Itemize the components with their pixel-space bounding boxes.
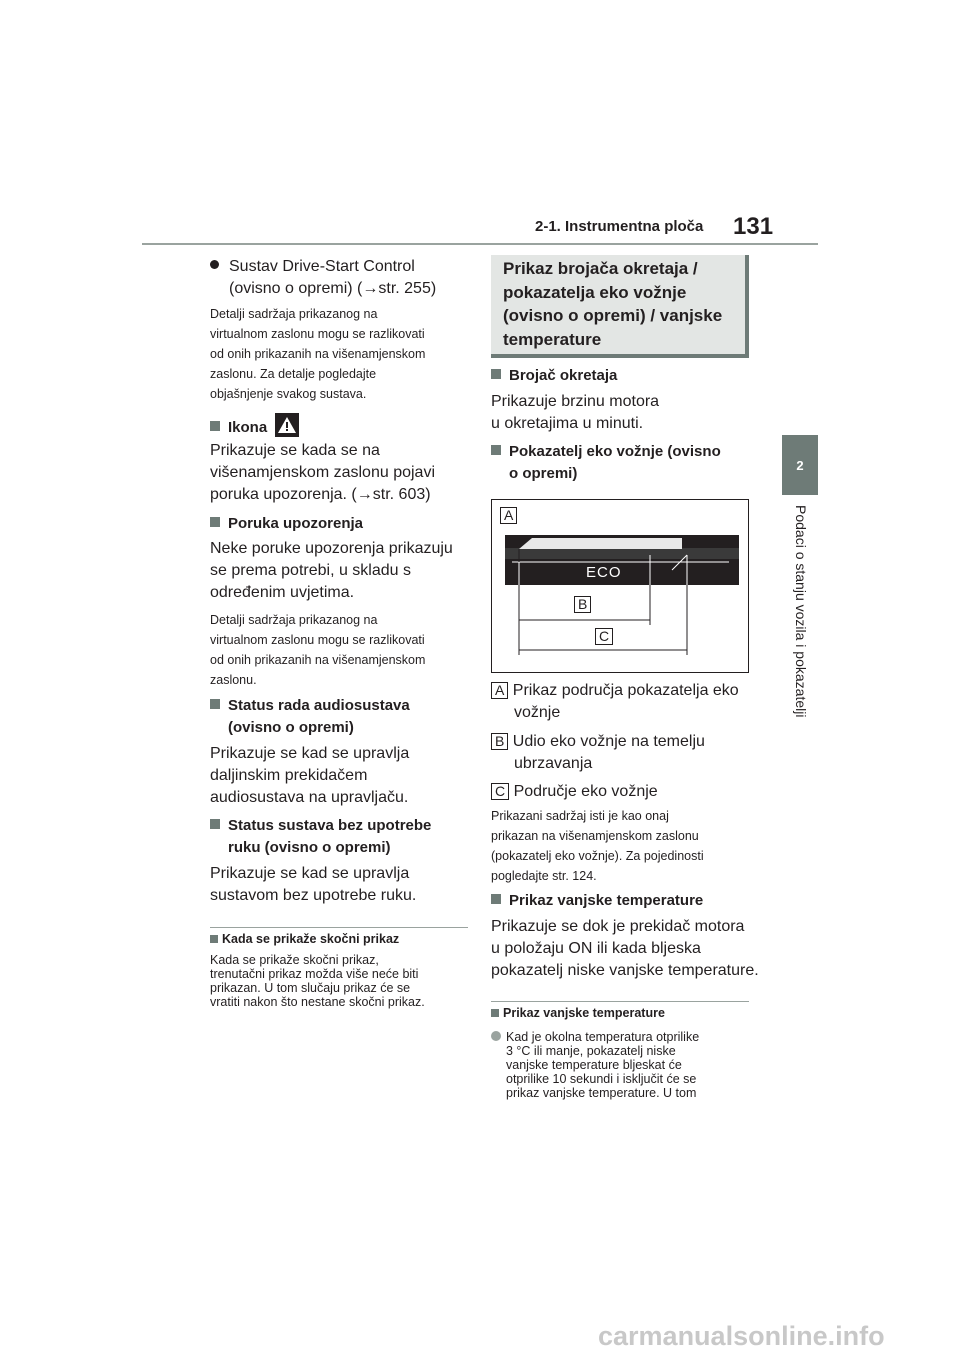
note-line: (pokazatelj eko vožnje). Za pojedinosti: [491, 849, 704, 863]
warning-icon: [275, 413, 299, 437]
note-line: virtualnom zaslonu mogu se razlikovati: [210, 633, 425, 647]
note-line: vratiti nakon što nestane skočni prikaz.: [210, 995, 425, 1009]
body-line: Prikazuje se kad se upravlja: [210, 745, 410, 762]
legend-key: A: [491, 682, 508, 699]
poruka-body: [210, 538, 453, 604]
square-marker-icon: [491, 1009, 499, 1017]
tacho-body: [491, 391, 659, 435]
eco-figure: [491, 499, 749, 673]
legend-key: C: [491, 783, 509, 800]
note-line: trenutačni prikaz možda više neće biti: [210, 967, 419, 981]
note-line: Kad je okolna temperatura otprilike: [506, 1030, 700, 1044]
audio-title: Status rada audiosustava: [228, 697, 410, 714]
square-marker-icon: [491, 369, 501, 379]
tacho-title: Brojač okretaja: [509, 367, 618, 384]
eco-title-2: o opremi): [509, 465, 578, 482]
body-line: se prema potrebi, u skladu s: [210, 562, 411, 579]
section-heading-box: [491, 255, 749, 358]
heading-line: Prikaz brojača okretaja /: [503, 259, 698, 278]
square-marker-icon: [210, 935, 218, 943]
note-line: prikazan. U tom slučaju prikaz će se: [210, 981, 411, 995]
note-line: prikazan na višenamjenskom zaslonu: [491, 829, 699, 843]
note-eco-display: [491, 806, 704, 886]
ikona-title: Ikona: [228, 419, 268, 436]
eco-gauge-fill: [519, 538, 682, 549]
temp-note-heading: [491, 1006, 665, 1020]
figure-label-a: A: [500, 507, 517, 525]
note-line: Kada se prikaže skočni prikaz,: [210, 953, 379, 967]
note-line: zaslonu.: [210, 673, 257, 687]
note-line: Prikazani sadržaj isti je kao onaj: [491, 809, 669, 823]
note-virtual-display: [210, 304, 425, 404]
eco-text: ECO: [586, 564, 622, 581]
note-line: od onih prikazanih na višenamjenskom: [210, 347, 426, 361]
audio-body: [210, 743, 409, 809]
square-marker-icon: [210, 517, 220, 527]
heading-line: (ovisno o opremi) / vanjske: [503, 306, 723, 325]
figure-label-c: C: [595, 628, 613, 646]
bullet-icon: [491, 1031, 501, 1041]
note-line: pogledajte str. 124.: [491, 869, 597, 883]
body-line: sustavom bez upotrebe ruku.: [210, 887, 417, 904]
poruka-heading: [210, 513, 363, 535]
note-line: od onih prikazanih na višenamjenskom: [210, 653, 426, 667]
body-line: daljinskim prekidačem: [210, 767, 368, 784]
figure-label-b: B: [574, 596, 591, 614]
note-line: otprilike 10 sekundi i isključit će se: [506, 1072, 697, 1086]
chapter-tab: 2: [782, 435, 818, 495]
legend-item-a: [491, 680, 739, 724]
handsfree-title-2: ruku (ovisno o opremi): [228, 839, 391, 856]
legend-item-c: [491, 781, 658, 803]
body-line: Prikazuje se kad se upravlja: [210, 865, 410, 882]
legend-text: Područje eko vožnje: [513, 783, 658, 800]
temp-note-body: [491, 1030, 699, 1100]
note-line: Detalji sadržaja prikazanog na: [210, 613, 378, 627]
heading-line: temperature: [503, 329, 602, 349]
poruka-title: Poruka upozorenja: [228, 515, 364, 532]
popup-title: Kada se prikaže skočni prikaz: [222, 932, 400, 946]
drive-start-label: Sustav Drive-Start Control: [229, 258, 415, 275]
note-warning-message: [210, 610, 425, 690]
eco-title: Pokazatelj eko vožnje (ovisno: [509, 443, 721, 460]
legend-text-2: ubrzavanja: [514, 755, 593, 772]
bullet-icon: [210, 260, 219, 269]
legend-text: Prikaz područja pokazatelja eko: [512, 682, 739, 699]
ikona-body: [210, 440, 435, 506]
body-line: u okretajima u minuti.: [491, 415, 644, 432]
audio-title-2: (ovisno o opremi): [228, 719, 354, 736]
page-number: 131: [733, 213, 774, 240]
square-marker-icon: [491, 894, 501, 904]
body-line: određenim uvjetima.: [210, 584, 355, 601]
square-marker-icon: [210, 421, 220, 431]
eco-indicator-diagram: [492, 500, 748, 672]
note-line: prikaz vanjske temperature. U tom: [506, 1086, 697, 1100]
popup-heading: [210, 932, 399, 946]
body-line: Neke poruke upozorenja prikazuju: [210, 540, 453, 557]
temp-body: [491, 916, 759, 982]
popup-body: [210, 953, 425, 1009]
body-line: poruka upozorenja. (→str. 603): [210, 486, 431, 503]
temp-title: Prikaz vanjske temperature: [509, 892, 704, 909]
body-line: audiosustava na upravljaču.: [210, 789, 409, 806]
legend-text-2: vožnje: [514, 704, 561, 721]
legend-item-b: [491, 731, 705, 775]
note-line: virtualnom zaslonu mogu se razlikovati: [210, 327, 425, 341]
note-line: 3 °C ili manje, pokazatelj niske: [506, 1044, 676, 1058]
note-divider: [491, 1001, 749, 1002]
note-line: zaslonu. Za detalje pogledajte: [210, 367, 377, 381]
watermark: carmanualsonline.info: [598, 1321, 885, 1351]
eco-heading: [491, 441, 721, 485]
tacho-heading: [491, 365, 617, 387]
note-line: Detalji sadržaja prikazanog na: [210, 307, 378, 321]
drive-start-ref: (ovisno o opremi) (→str. 255): [229, 280, 437, 297]
header-divider: [142, 243, 818, 245]
body-line: Prikazuje brzinu motora: [491, 393, 660, 410]
handsfree-heading: [210, 815, 431, 859]
drive-start-item: [210, 256, 415, 278]
legend-text: Udio eko vožnje na temelju: [512, 733, 705, 750]
body-line: pokazatelj niske vanjske temperature.: [491, 962, 759, 979]
body-line: višenamjenskom zaslonu pojavi: [210, 464, 435, 481]
legend-key: B: [491, 733, 508, 750]
handsfree-title: Status sustava bez upotrebe: [228, 817, 432, 834]
square-marker-icon: [210, 819, 220, 829]
square-marker-icon: [210, 699, 220, 709]
heading-line: pokazatelja eko vožnje: [503, 282, 687, 302]
square-marker-icon: [491, 445, 501, 455]
audio-heading: [210, 695, 410, 739]
body-line: Prikazuje se kada se na: [210, 442, 380, 459]
temp-heading: [491, 890, 703, 912]
section-title: 2-1. Instrumentna ploča: [535, 218, 704, 235]
body-line: Prikazuje se dok je prekidač motora: [491, 918, 745, 935]
chapter-title: Podaci o stanju vozila i pokazatelji: [793, 505, 809, 718]
handsfree-body: [210, 863, 416, 907]
note-divider: [210, 927, 468, 928]
note-line: objašnjenje svakog sustava.: [210, 387, 367, 401]
temp-note-title: Prikaz vanjske temperature: [503, 1006, 665, 1020]
body-line: u položaju ON ili kada bljeska: [491, 940, 701, 957]
ikona-heading: [210, 413, 299, 439]
note-line: vanjske temperature bljeskat će: [506, 1058, 682, 1072]
